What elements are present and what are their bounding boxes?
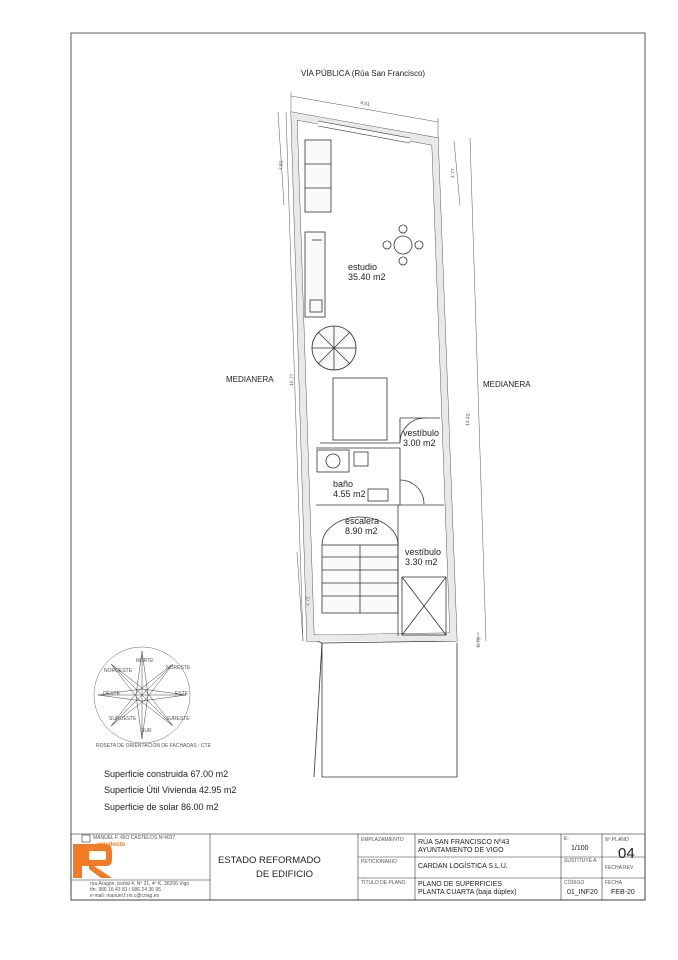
dim-right-upper: 1.77 — [450, 168, 457, 179]
petitioner-label: PETICIONARIO — [361, 859, 397, 865]
architect-title: arquitecto — [96, 842, 126, 848]
compass-northwest: NOROESTE — [104, 668, 133, 674]
compass-southeast: SURESTE — [166, 716, 190, 722]
revision-label: FECHA REV — [605, 865, 634, 871]
street-label: VÍA PÚBLICA (Rúa San Francisco) — [301, 69, 426, 78]
dim-top-width: 4.41 — [359, 100, 371, 108]
room-estudio-area: 35.40 m2 — [348, 272, 386, 282]
code-label: CÓDIGO — [564, 880, 585, 886]
dim-right-bottom: 0.75 — [476, 637, 483, 648]
state-line2: DE EDIFICIO — [256, 869, 314, 880]
dim-left-total: 10.77 — [289, 373, 296, 387]
date-value: FEB-20 — [611, 889, 635, 896]
location-line2: AYUNTAMIENTO DE VIGO — [418, 847, 504, 854]
plan-number-label: Nº PLANO — [605, 837, 629, 843]
surface-usable: Superficie Útil Vivienda 42.95 m2 — [104, 785, 237, 795]
surface-built: Superficie construida 67.00 m2 — [104, 769, 229, 779]
location-label: EMPLAZAMIENTO — [361, 837, 404, 843]
room-vestibulo2-area: 3.30 m2 — [405, 557, 438, 567]
scale-label: E: — [564, 836, 569, 842]
right-neighbor-label: MEDIANERA — [483, 380, 531, 389]
architect-email: e-mail: manuel.f.rio.c@coag.es — [90, 893, 159, 899]
compass-south: SUR — [141, 728, 152, 734]
architect-mark — [82, 835, 90, 842]
compass-north: NORTE — [136, 658, 154, 664]
room-bano-name: baño — [333, 479, 354, 489]
compass-caption: ROSETA DE ORIENTACIÓN DE FACHADAS : CTE — [96, 743, 211, 749]
compass-southwest: SUROESTE — [109, 716, 137, 722]
dim-left-lower: 2.72 — [305, 596, 312, 607]
architect-name: MANUEL F. RIO CASTELOS Nº4037 — [93, 835, 176, 841]
compass-northeast: NORESTE — [166, 665, 191, 671]
room-vestibulo1-name: vestíbulo — [403, 428, 440, 438]
plan-title-line1: PLANO DE SUPERFICIES — [418, 881, 503, 888]
dim-right-total: 13.42 — [465, 413, 472, 427]
state-line1: ESTADO REFORMADO — [218, 855, 321, 866]
room-vestibulo2-name: vestíbulo — [405, 547, 442, 557]
surface-plot: Superficie de solar 86.00 m2 — [104, 802, 219, 812]
partitions — [305, 140, 457, 777]
plan-title-label: TÍTULO DE PLANO — [361, 880, 406, 886]
architect-logo — [73, 844, 112, 878]
dim-left-upper: 2.81 — [278, 160, 285, 171]
room-escalera-area: 8.90 m2 — [345, 526, 378, 536]
compass-east: ESTE — [175, 691, 189, 697]
room-vestibulo1-area: 3.00 m2 — [403, 438, 436, 448]
architect-address: rúa Aragón, portal 4, Nº 21, 4º K. 36206 Vigo — [90, 881, 190, 887]
plan-number: 04 — [618, 845, 635, 862]
petitioner: CARDAN LOGÍSTICA S.L.U. — [418, 863, 508, 870]
architect-phone: tfn. 986 16 43 81 / 686 24 36 95 — [90, 887, 161, 893]
code-value: 01_INF20 — [567, 889, 598, 896]
scale-value: 1/100 — [571, 845, 589, 852]
compass-west: OESTE — [103, 691, 120, 697]
room-estudio-name: estudio — [348, 262, 378, 272]
room-bano-area: 4.55 m2 — [333, 489, 366, 499]
plan-title-line2: PLANTA CUARTA (baja dúplex) — [418, 889, 517, 896]
room-escalera-name: escalera — [345, 516, 380, 526]
left-neighbor-label: MEDIANERA — [226, 375, 274, 384]
substitutes-label: SUSTITUYE A — [564, 858, 597, 864]
date-label: FECHA — [605, 880, 622, 886]
location-line1: RÚA SAN FRANCISCO Nº43 — [418, 839, 510, 846]
